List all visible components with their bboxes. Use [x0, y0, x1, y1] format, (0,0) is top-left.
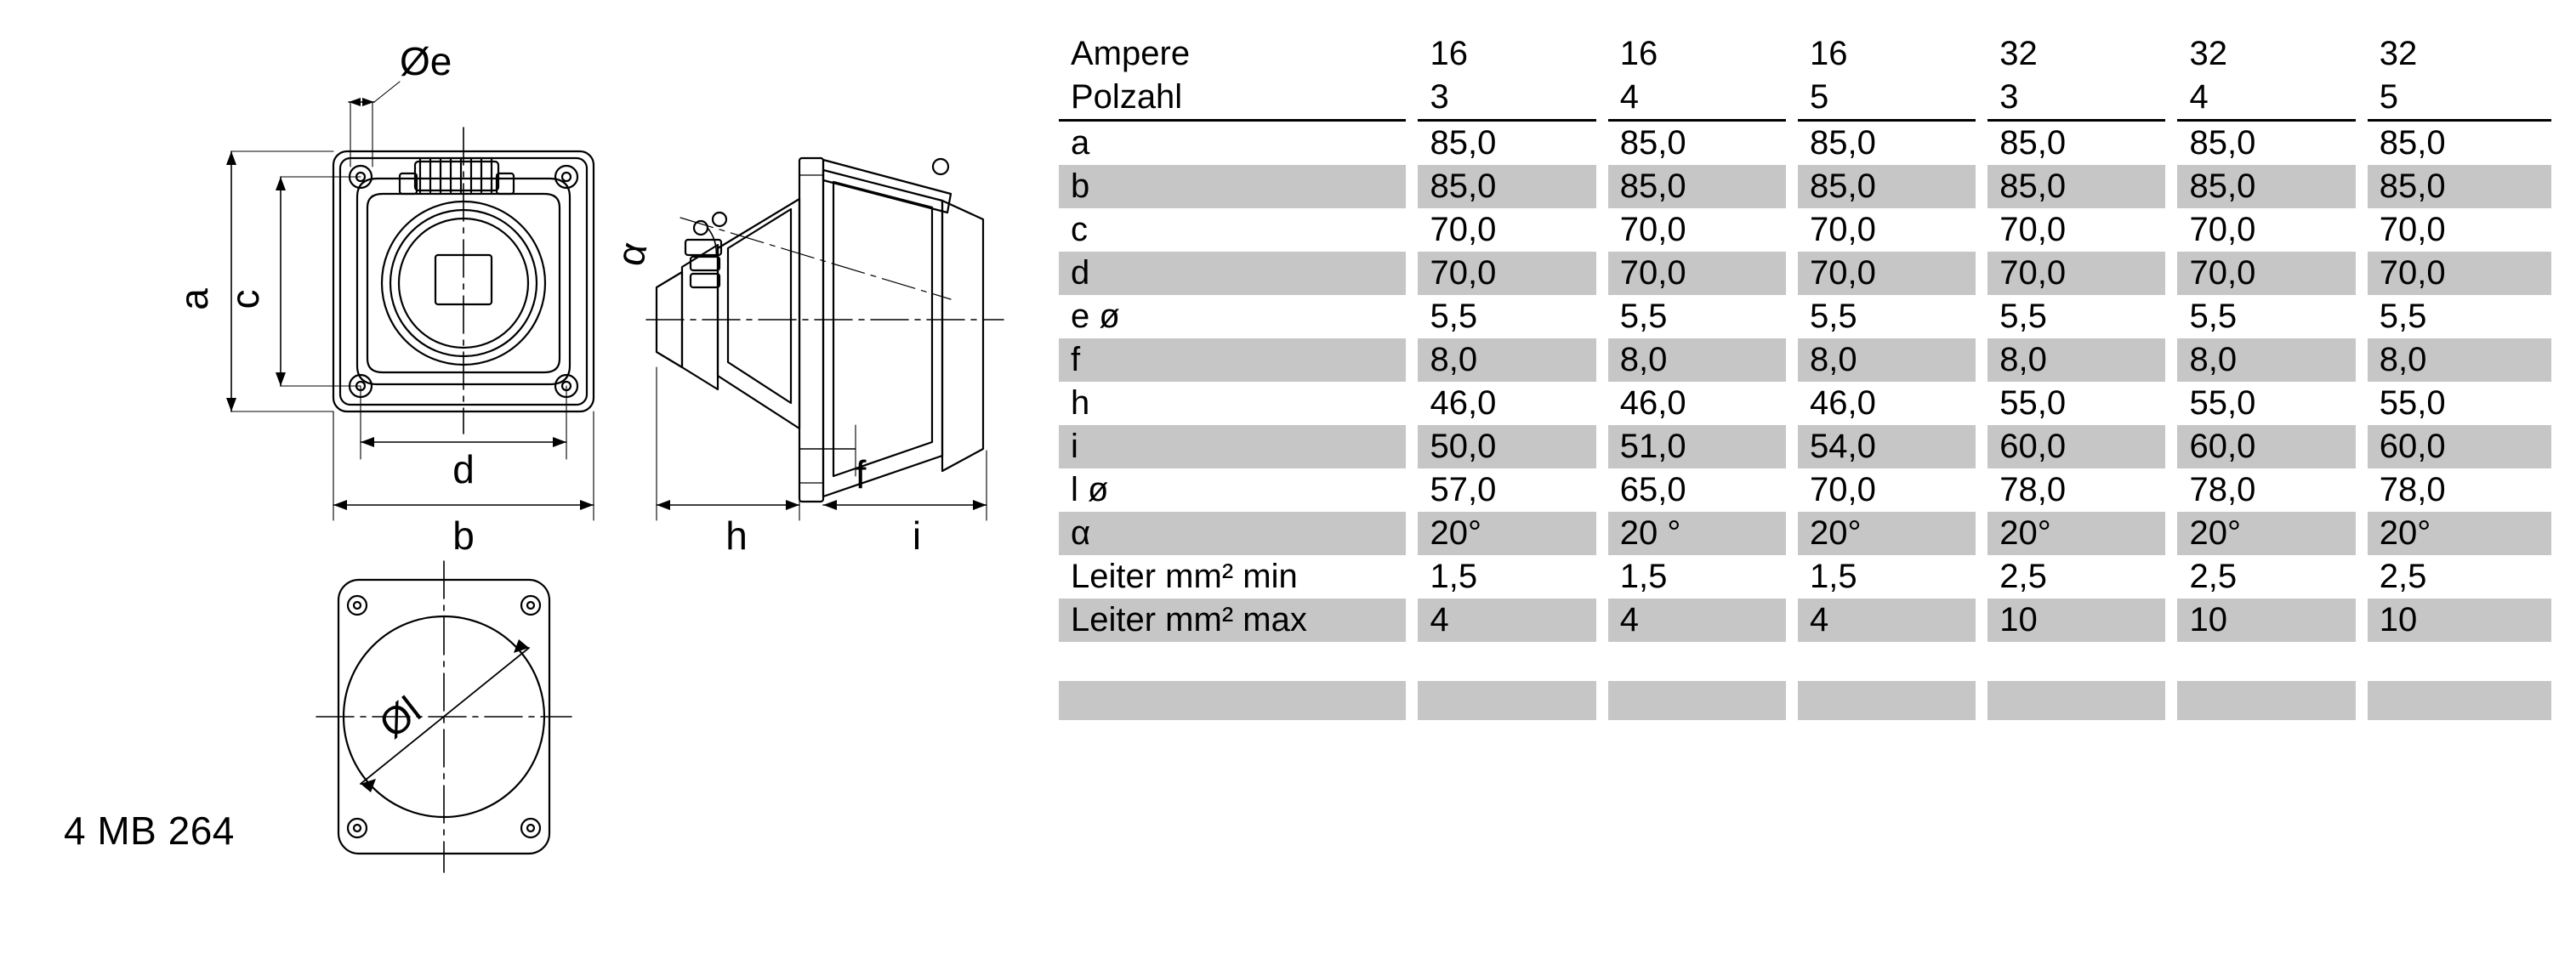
label-a: a: [172, 288, 216, 310]
row-value: 50,0: [1412, 425, 1601, 468]
row-value: 10: [1982, 599, 2171, 642]
row-value: [2362, 642, 2551, 681]
row-value: 55,0: [2171, 382, 2361, 425]
row-value: 8,0: [1412, 338, 1601, 382]
table-row: [1059, 599, 2551, 642]
label-diameter-l: Øl: [371, 687, 429, 747]
row-value: 70,0: [1412, 252, 1601, 295]
row-value: [2171, 642, 2361, 681]
row-value: 70,0: [1602, 252, 1792, 295]
row-value: 2,5: [2171, 555, 2361, 599]
header-polzahl-5: 4: [2171, 76, 2361, 121]
table-row: [1059, 425, 2551, 468]
row-value: 20°: [1982, 512, 2171, 555]
label-h: h: [725, 514, 748, 558]
specifications-table: [1059, 32, 2551, 720]
row-value: 1,5: [1602, 555, 1792, 599]
row-value: 8,0: [2171, 338, 2361, 382]
row-value: 85,0: [1602, 121, 1792, 166]
header-label-polzahl: Polzahl: [1059, 76, 1412, 121]
row-value: 8,0: [1792, 338, 1982, 382]
label-i: i: [912, 514, 922, 558]
row-label: i: [1059, 425, 1412, 468]
table-row: [1059, 295, 2551, 338]
row-value: 46,0: [1602, 382, 1792, 425]
row-value: 1,5: [1792, 555, 1982, 599]
header-label-ampere: Ampere: [1071, 35, 1191, 72]
row-value: [1412, 642, 1601, 681]
row-label: Leiter mm² min: [1071, 558, 1298, 595]
header-polzahl-4: 3: [1982, 76, 2171, 121]
row-label: l ø: [1071, 471, 1109, 508]
row-value: 60,0: [2362, 425, 2551, 468]
row-value: 2,5: [1982, 555, 2171, 599]
row-value: 8,0: [2362, 338, 2551, 382]
row-value: 4: [1602, 599, 1792, 642]
row-value: 70,0: [1412, 208, 1601, 252]
row-value: 46,0: [1792, 382, 1982, 425]
row-value: 5,5: [2171, 295, 2361, 338]
row-value: [1792, 681, 1982, 720]
header-ampere-4: 32: [1982, 32, 2171, 76]
table-row: [1059, 512, 2551, 555]
row-value: 5,5: [2362, 295, 2551, 338]
row-value: [2171, 681, 2361, 720]
header-ampere-1: 16: [1412, 32, 1601, 76]
row-value: [1982, 642, 2171, 681]
header-polzahl-6: 5: [2362, 76, 2551, 121]
row-value: 55,0: [2362, 382, 2551, 425]
header-ampere-2: 16: [1602, 32, 1792, 76]
table-head: [1059, 32, 2551, 121]
row-value: 20°: [1412, 512, 1601, 555]
row-value: [1602, 681, 1792, 720]
header-polzahl-3: 5: [1792, 76, 1982, 121]
row-value: [1792, 642, 1982, 681]
row-label: Leiter mm² max: [1059, 599, 1412, 642]
header-ampere-3: 16: [1792, 32, 1982, 76]
row-value: 85,0: [1602, 165, 1792, 208]
row-label: e ø: [1071, 298, 1120, 335]
table-row-blank: [1059, 681, 2551, 720]
row-value: 85,0: [1792, 165, 1982, 208]
row-value: 8,0: [1982, 338, 2171, 382]
row-value: 5,5: [1602, 295, 1792, 338]
row-value: 20°: [2362, 512, 2551, 555]
row-value: 70,0: [1792, 468, 1982, 512]
row-label: h: [1071, 384, 1090, 422]
row-value: 60,0: [1982, 425, 2171, 468]
technical-drawings: [0, 0, 1055, 959]
table-row-blank: [1059, 642, 2551, 681]
row-value: 65,0: [1602, 468, 1792, 512]
table-row: [1059, 382, 2551, 425]
table-row: [1059, 338, 2551, 382]
row-label: f: [1059, 338, 1412, 382]
row-value: 4: [1792, 599, 1982, 642]
row-value: 8,0: [1602, 338, 1792, 382]
part-number: 4 MB 264: [64, 809, 235, 853]
row-label: c: [1071, 211, 1088, 248]
row-value: 78,0: [2362, 468, 2551, 512]
row-label: α: [1059, 512, 1412, 555]
row-value: 85,0: [2171, 121, 2361, 166]
row-value: 70,0: [1792, 208, 1982, 252]
row-value: 85,0: [2362, 121, 2551, 166]
row-value: [1602, 642, 1792, 681]
row-value: 10: [2171, 599, 2361, 642]
row-value: 51,0: [1602, 425, 1792, 468]
table-body: [1059, 121, 2551, 721]
row-value: 5,5: [1792, 295, 1982, 338]
row-label: d: [1059, 252, 1412, 295]
row-value: 70,0: [1982, 252, 2171, 295]
row-value: [1982, 681, 2171, 720]
row-value: 85,0: [2362, 165, 2551, 208]
row-value: 55,0: [1982, 382, 2171, 425]
row-value: 60,0: [2171, 425, 2361, 468]
row-value: 20 °: [1602, 512, 1792, 555]
row-value: 5,5: [1982, 295, 2171, 338]
row-value: 78,0: [2171, 468, 2361, 512]
row-value: [1412, 681, 1601, 720]
table-row: [1059, 165, 2551, 208]
header-polzahl-1: 3: [1412, 76, 1601, 121]
row-value: 4: [1412, 599, 1601, 642]
row-label: a: [1071, 124, 1090, 162]
row-value: 2,5: [2362, 555, 2551, 599]
header-ampere-6: 32: [2362, 32, 2551, 76]
row-value: 5,5: [1412, 295, 1601, 338]
row-value: 85,0: [1412, 121, 1601, 166]
label-diameter-e: Øe: [400, 39, 452, 83]
label-alpha: α: [607, 238, 656, 270]
row-value: 20°: [2171, 512, 2361, 555]
specifications-table-wrapper: [1059, 32, 2556, 720]
row-value: 70,0: [1982, 208, 2171, 252]
row-value: [2362, 681, 2551, 720]
row-label: b: [1059, 165, 1412, 208]
row-value: 85,0: [1412, 165, 1601, 208]
label-b: b: [452, 514, 475, 558]
row-value: 70,0: [1602, 208, 1792, 252]
row-label: [1059, 642, 1412, 681]
header-ampere-5: 32: [2171, 32, 2361, 76]
row-value: 70,0: [1792, 252, 1982, 295]
header-row-polzahl: [1059, 76, 2551, 121]
row-value: 20°: [1792, 512, 1982, 555]
row-label: [1059, 681, 1412, 720]
row-value: 85,0: [1982, 121, 2171, 166]
row-value: 85,0: [1792, 121, 1982, 166]
row-value: 85,0: [2171, 165, 2361, 208]
table-row: [1059, 468, 2551, 512]
table-row: [1059, 208, 2551, 252]
row-value: 10: [2362, 599, 2551, 642]
row-value: 70,0: [2171, 252, 2361, 295]
row-value: 46,0: [1412, 382, 1601, 425]
table-row: [1059, 555, 2551, 599]
label-c: c: [223, 289, 267, 309]
row-value: 70,0: [2362, 208, 2551, 252]
table-row: [1059, 121, 2551, 166]
label-f: f: [855, 452, 867, 497]
header-polzahl-2: 4: [1602, 76, 1792, 121]
table-row: [1059, 252, 2551, 295]
row-value: 1,5: [1412, 555, 1601, 599]
row-value: 54,0: [1792, 425, 1982, 468]
row-value: 78,0: [1982, 468, 2171, 512]
row-value: 70,0: [2171, 208, 2361, 252]
row-value: 70,0: [2362, 252, 2551, 295]
label-d: d: [452, 447, 475, 491]
row-value: 85,0: [1982, 165, 2171, 208]
row-value: 57,0: [1412, 468, 1601, 512]
header-row-ampere: [1059, 32, 2551, 76]
